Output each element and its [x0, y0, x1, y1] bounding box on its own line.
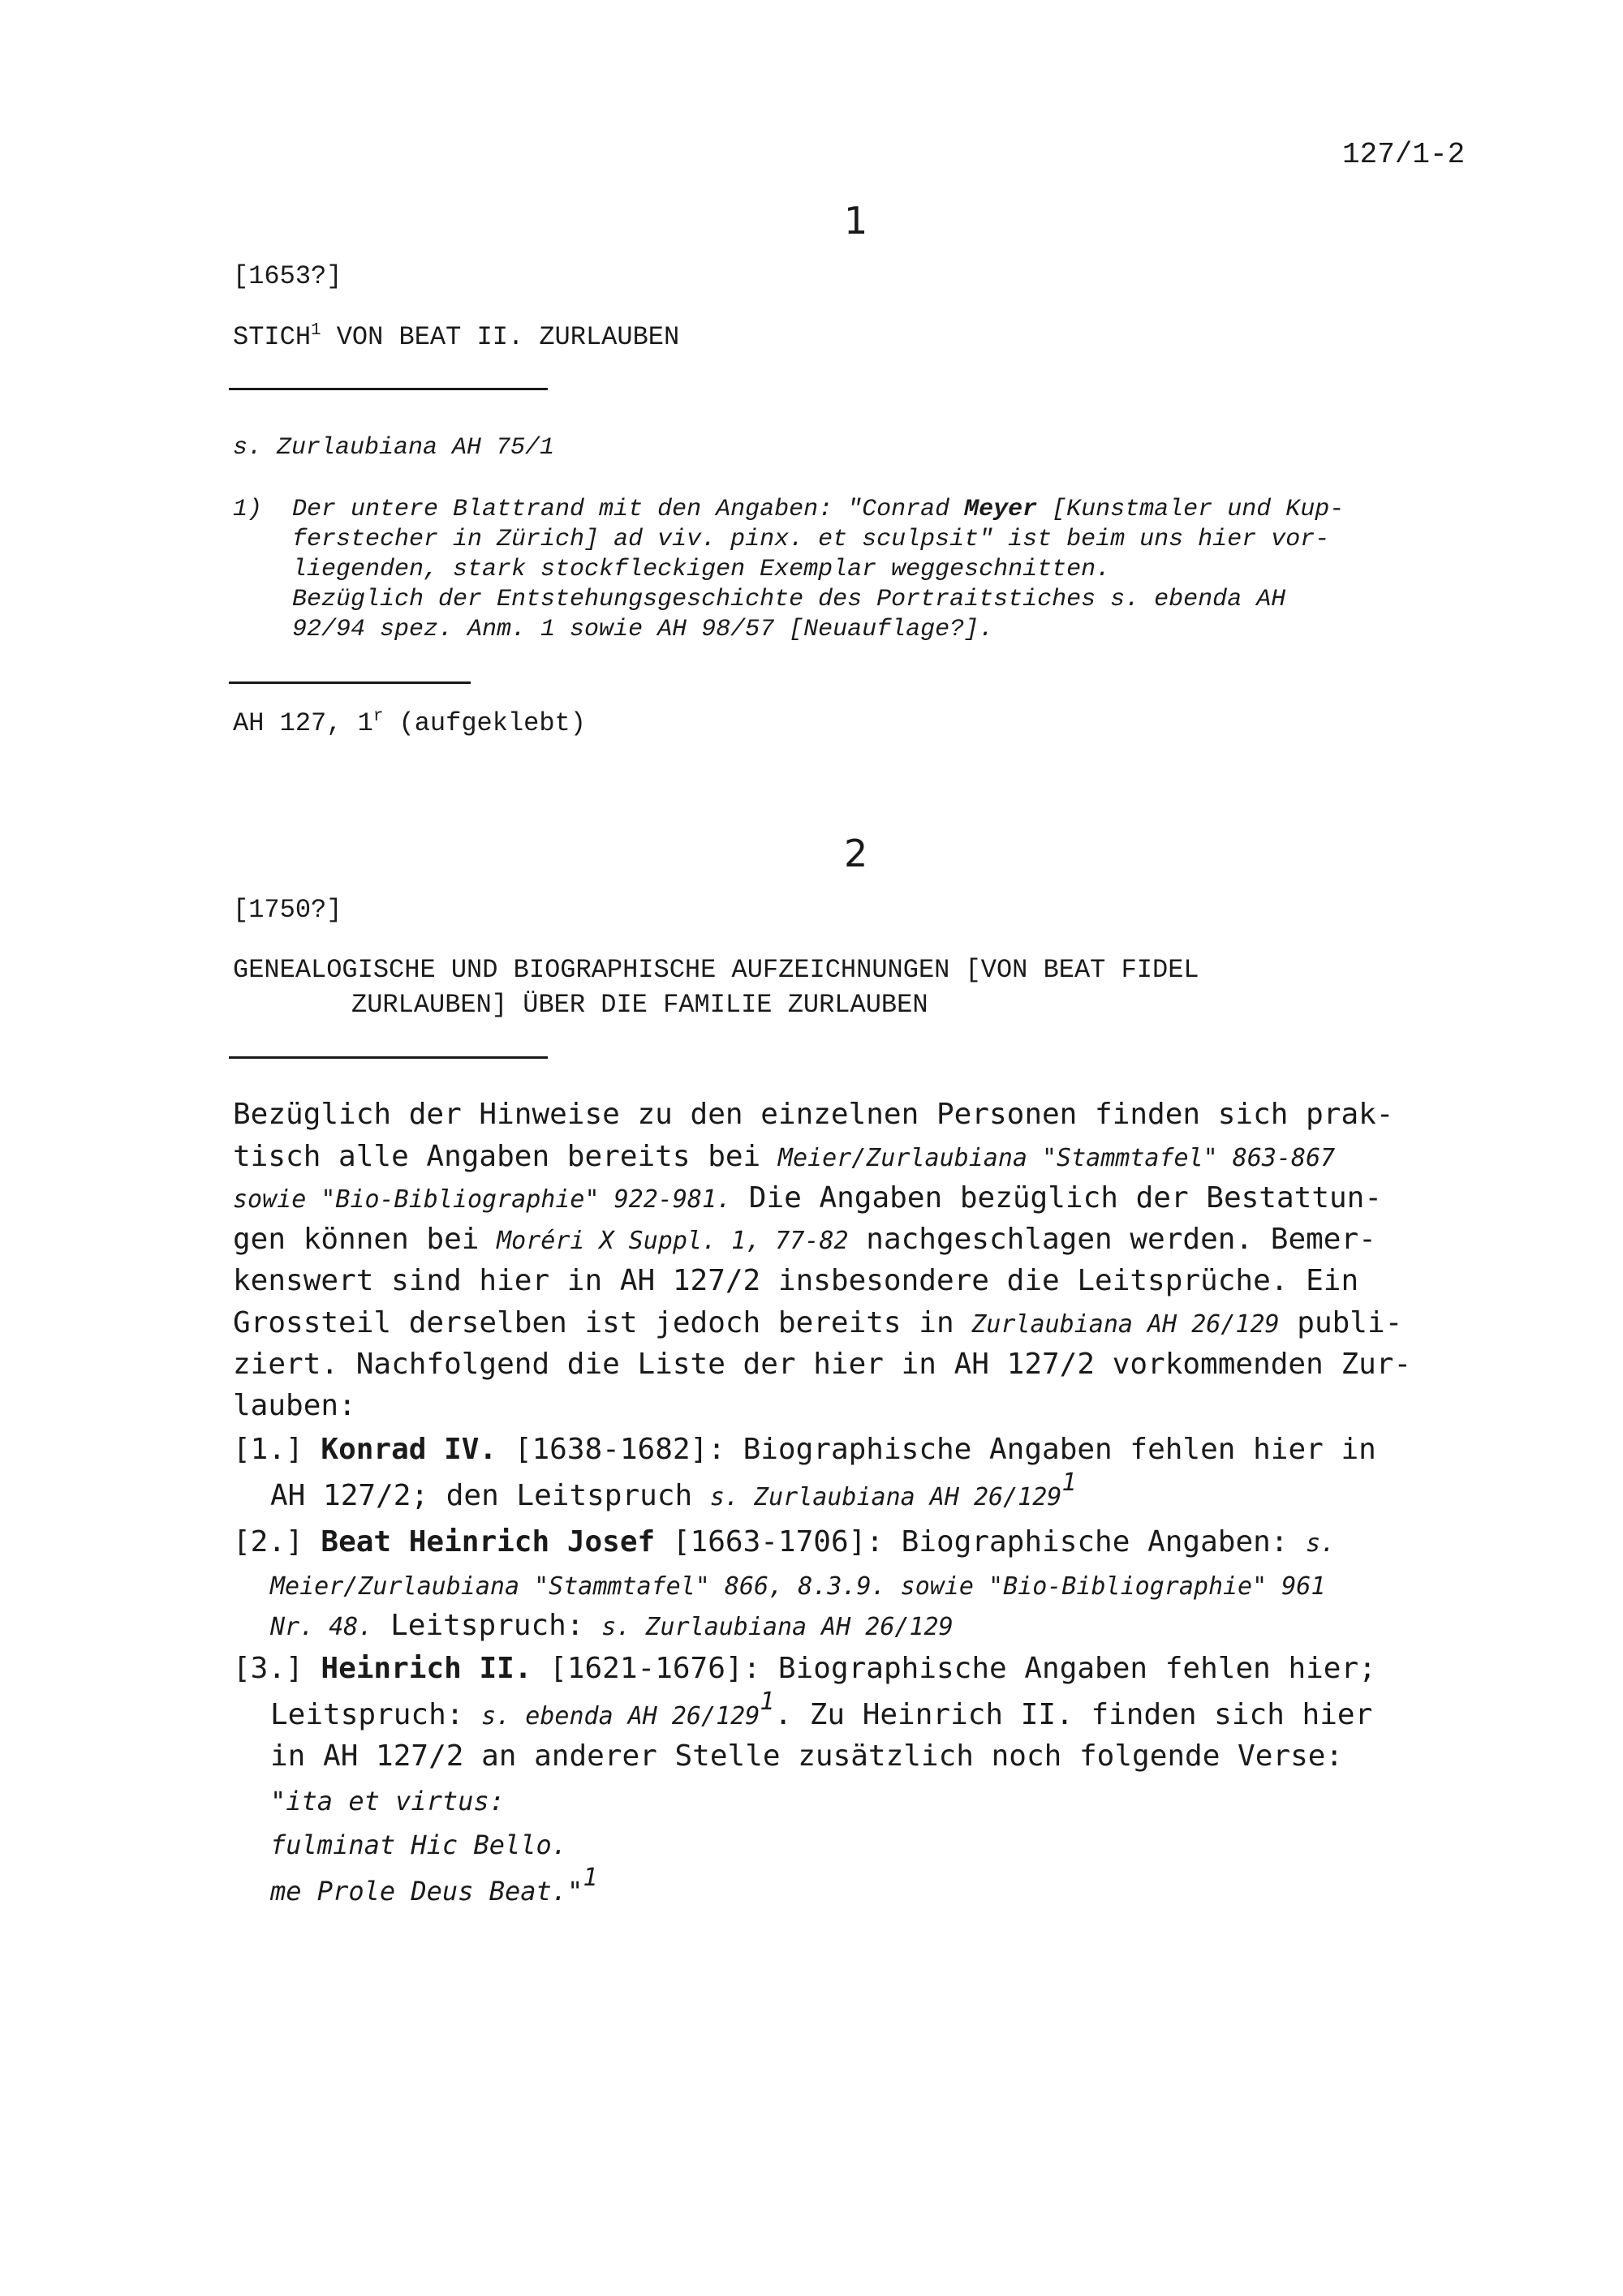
see-reference-1: s. Zurlaubiana AH 75/1: [233, 434, 555, 462]
body-text: gen können bei: [233, 1223, 497, 1256]
item-text: [1621-1676]: Biographische Angaben fehlen hier;: [532, 1652, 1376, 1685]
body-reference: sowie "Bio-Bibliographie" 922-981.: [233, 1185, 732, 1214]
footnote-ref: 1: [311, 320, 321, 340]
body-text: nachgeschlagen werden. Bemer-: [848, 1223, 1376, 1256]
footnote-line: Bezüglich der Entstehungsgeschichte des Portraitstiches s. ebenda AH: [292, 586, 1286, 613]
list-item: [233, 1525, 1335, 1559]
footnote-line: 92/94 spez. Anm. 1 sowie AH 98/57 [Neuauflage?].: [292, 616, 994, 643]
verse-text: "ita et virtus:: [270, 1786, 505, 1817]
footnote-name: Meyer: [964, 496, 1038, 523]
body-text: Die Angaben bezüglich der Bestattun-: [731, 1181, 1383, 1215]
body-line: [233, 1223, 1376, 1256]
source-text: AH 127, 1: [233, 708, 373, 738]
entry-number-1: 1: [844, 199, 868, 243]
body-line: kenswert sind hier in AH 127/2 insbesondere die Leitsprüche. Ein: [233, 1264, 1359, 1297]
body-text: tisch alle Angaben bereits bei: [233, 1140, 778, 1173]
footnote-text: Der untere Blattrand mit den Angaben: "Conrad: [292, 496, 965, 523]
body-line: [233, 1181, 1382, 1215]
body-text: Grossteil derselben ist jedoch bereits in: [233, 1306, 972, 1339]
item-text: Leitspruch:: [372, 1609, 602, 1642]
entry-date-1: [1653?]: [233, 261, 342, 291]
body-line: Bezüglich der Hinweise zu den einzelnen Personen finden sich prak-: [233, 1098, 1394, 1131]
item-reference: s. Zurlaubiana AH 26/129: [709, 1483, 1062, 1511]
item-text: . Zu Heinrich II. finden sich hier: [774, 1698, 1373, 1731]
entry-date-2: [1750?]: [233, 895, 342, 925]
item-name: Konrad IV.: [321, 1433, 497, 1466]
list-item-line: [270, 1568, 1325, 1602]
body-text: publi-: [1279, 1306, 1403, 1339]
verse-line: [270, 1828, 567, 1861]
source-sup: r: [372, 707, 384, 726]
item-text: [1638-1682]: Biographische Angaben fehlen hier in: [497, 1433, 1376, 1466]
body-line: [233, 1306, 1402, 1339]
verse-footnote-ref: 1: [583, 1864, 598, 1892]
item-footnote-ref: 1: [760, 1688, 775, 1716]
list-item-line: in AH 127/2 an anderer Stelle zusätzlich noch folgende Verse:: [270, 1739, 1344, 1773]
item-reference: s. ebenda AH 26/129: [481, 1702, 760, 1731]
verse-line: [270, 1864, 598, 1907]
footnote-marker: 1): [233, 496, 263, 523]
item-number: [3.]: [233, 1652, 304, 1685]
footnote-line: liegenden, stark stockfleckigen Exemplar weggeschnitten.: [292, 556, 1111, 583]
verse-line: [270, 1784, 505, 1817]
source-text-rest: (aufgeklebt): [383, 708, 586, 738]
item-text: Leitspruch:: [270, 1698, 482, 1731]
entry-number-2: 2: [844, 832, 868, 875]
list-item: [233, 1433, 1376, 1466]
item-reference: Nr. 48.: [270, 1613, 373, 1641]
source-rule-1: [229, 681, 471, 684]
body-reference: Zurlaubiana AH 26/129: [971, 1310, 1280, 1339]
item-text: [1663-1706]: Biographische Angaben:: [655, 1525, 1307, 1559]
body-reference: Meier/Zurlaubiana "Stammtafel" 863-867: [777, 1144, 1336, 1172]
item-name: Beat Heinrich Josef: [321, 1525, 656, 1559]
footnote-line: ferstecher in Zürich] ad viv. pinx. et sculpsit" ist beim uns hier vor-: [292, 526, 1330, 553]
body-line: lauben:: [233, 1389, 356, 1422]
verse-text: me Prole Deus Beat.": [270, 1876, 583, 1907]
body-line: [233, 1140, 1335, 1173]
entry-title-1: [233, 322, 679, 352]
body-reference: Moréri X Suppl. 1, 77-82: [497, 1227, 849, 1255]
item-reference: s. Zurlaubiana AH 26/129: [601, 1613, 954, 1641]
item-name: Heinrich II.: [321, 1652, 532, 1685]
item-reference: s.: [1306, 1529, 1336, 1558]
item-footnote-ref: 1: [1061, 1468, 1077, 1497]
item-number: [2.]: [233, 1525, 304, 1559]
footnote-line: [292, 496, 1344, 523]
page-number: 127/1-2: [1342, 138, 1466, 171]
source-line-1: [233, 708, 586, 738]
verse-text: fulminat Hic Bello.: [270, 1829, 568, 1860]
title-rule-1: [229, 388, 548, 390]
item-reference: Meier/Zurlaubiana "Stammtafel" 866, 8.3.9. sowie "Bio-Bibliographie" 961: [270, 1572, 1326, 1601]
item-number: [1.]: [233, 1433, 304, 1466]
list-item-line: [270, 1688, 1373, 1731]
list-item: [233, 1652, 1376, 1685]
list-item-line: [270, 1468, 1077, 1512]
title-rule-2: [229, 1056, 548, 1059]
title-text: STICH: [233, 322, 312, 352]
list-item-line: [270, 1609, 954, 1642]
entry-title-2-line2: ZURLAUBEN] ÜBER DIE FAMILIE ZURLAUBEN: [351, 990, 928, 1020]
item-text: AH 127/2; den Leitspruch: [270, 1479, 710, 1512]
body-line: ziert. Nachfolgend die Liste der hier in AH 127/2 vorkommenden Zur-: [233, 1348, 1412, 1381]
footnote-text: [Kunstmaler und Kup-: [1037, 496, 1345, 523]
entry-title-2-line1: GENEALOGISCHE UND BIOGRAPHISCHE AUFZEICHNUNGEN [VON BEAT FIDEL: [233, 955, 1199, 985]
title-text-rest: VON BEAT II. ZURLAUBEN: [321, 322, 680, 352]
